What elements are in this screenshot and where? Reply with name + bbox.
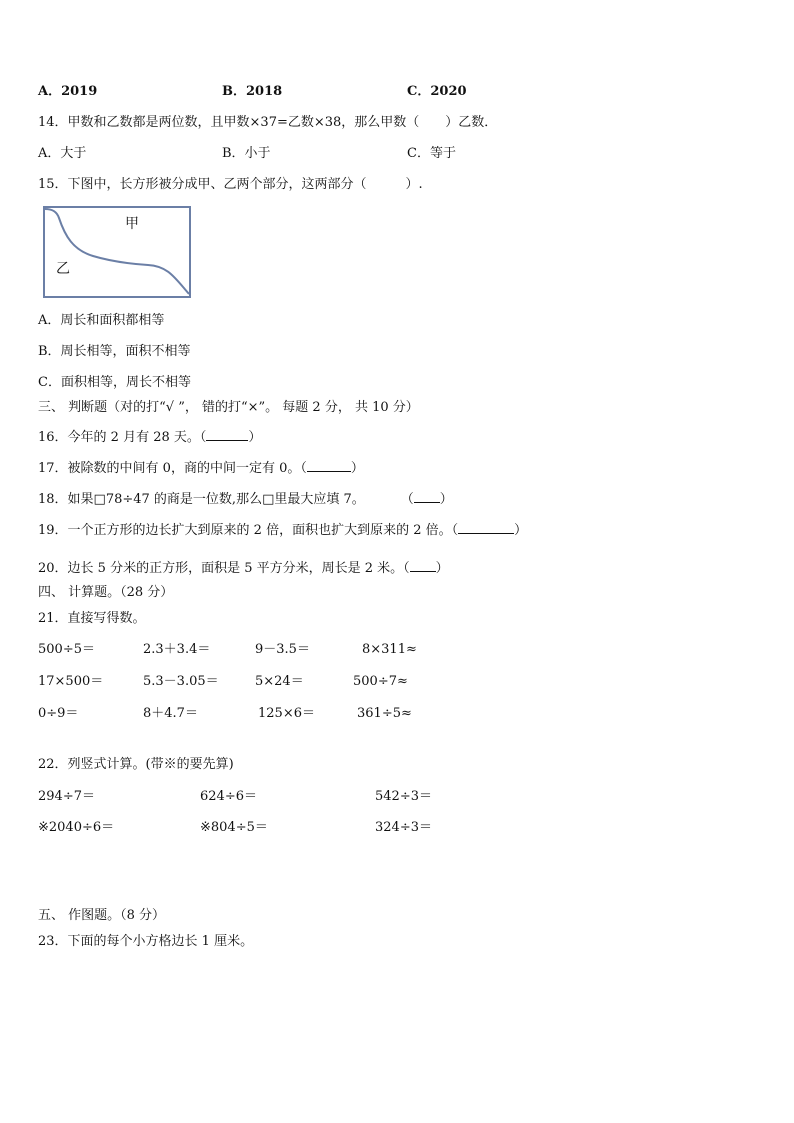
q21-item: 17×500＝ [38, 674, 104, 689]
section5-title: 五、 作图题。（8 分） [38, 908, 166, 923]
q18 [38, 489, 453, 509]
rectangle-split-figure [43, 206, 191, 298]
q19-text: 19．一个正方形的边长扩大到原来的 2 倍，面积也扩大到原来的 2 倍。（ [38, 523, 459, 538]
q13-option-b: B．2018 [222, 84, 283, 99]
q15-option-a: A．周长和面积都相等 [38, 313, 165, 328]
q18-text: 18．如果□78÷47 的商是一位数,那么□里最大应填 7。 [38, 492, 365, 507]
q17-close: ） [350, 461, 364, 476]
q17 [38, 458, 364, 478]
q19-answer-blank[interactable] [458, 520, 514, 534]
q23-stem: 23．下面的每个小方格边长 1 厘米。 [38, 934, 254, 949]
q19-close: ） [514, 523, 528, 538]
q21-item: 0÷9＝ [38, 706, 79, 721]
q20-answer-blank[interactable] [410, 558, 436, 572]
q17-text: 17．被除数的中间有 0，商的中间一定有 0。（ [38, 461, 307, 476]
q13-option-a: A．2019 [38, 84, 98, 99]
rectangle-outline [44, 207, 190, 297]
q16 [38, 427, 261, 447]
q22-item: 542÷3＝ [375, 789, 432, 804]
q21-item: 125×6＝ [258, 706, 315, 721]
q21-item: 5×24＝ [255, 674, 304, 689]
q21-item: 361÷5≈ [357, 706, 412, 721]
q21-item: 500÷5＝ [38, 642, 95, 657]
q18-open: （ [400, 492, 414, 507]
q22-item: 324÷3＝ [375, 820, 432, 835]
q21-item: 8×311≈ [362, 642, 417, 657]
q15-option-b: B．周长相等，面积不相等 [38, 344, 191, 359]
q13-option-c: C．2020 [407, 84, 467, 99]
q21-item: 9－3.5＝ [255, 642, 310, 657]
q22-item: ※804÷5＝ [200, 820, 268, 835]
q21-item: 500÷7≈ [353, 674, 408, 689]
region-label-a: 甲 [125, 216, 139, 232]
q18-close: ） [439, 492, 453, 507]
q22-item: 624÷6＝ [200, 789, 257, 804]
region-label-b: 乙 [56, 261, 70, 277]
q16-text: 16．今年的 2 月有 28 天。（ [38, 430, 207, 445]
q20-text: 20．边长 5 分米的正方形，面积是 5 平方分米，周长是 2 米。（ [38, 561, 410, 576]
q21-stem: 21．直接写得数。 [38, 611, 146, 626]
q15-stem: 15．下图中，长方形被分成甲、乙两个部分，这两部分（ ）. [38, 177, 423, 192]
q22-stem: 22．列竖式计算。(带※的要先算) [38, 757, 234, 772]
q14-option-a: A．大于 [38, 146, 87, 161]
q18-answer-blank[interactable] [414, 489, 440, 503]
q20 [38, 558, 449, 578]
q22-item: ※2040÷6＝ [38, 820, 115, 835]
q21-item: 5.3－3.05＝ [143, 674, 219, 689]
q21-item: 2.3＋3.4＝ [143, 642, 211, 657]
q15-option-c: C．面积相等，周长不相等 [38, 375, 191, 390]
q17-answer-blank[interactable] [307, 458, 351, 472]
q14-option-b: B．小于 [222, 146, 271, 161]
q20-close: ） [435, 561, 449, 576]
q14-stem: 14．甲数和乙数都是两位数，且甲数×37=乙数×38，那么甲数（ ）乙数． [38, 115, 498, 130]
q21-item: 8＋4.7＝ [143, 706, 198, 721]
q19 [38, 520, 527, 540]
q16-close: ） [248, 430, 262, 445]
q16-answer-blank[interactable] [206, 427, 248, 441]
section4-title: 四、 计算题。（28 分） [38, 585, 174, 600]
q22-item: 294÷7＝ [38, 789, 95, 804]
q14-option-c: C．等于 [407, 146, 456, 161]
section3-title: 三、 判断题（对的打“√ ”， 错的打“×”。 每题 2 分， 共 10 分） [38, 400, 419, 415]
